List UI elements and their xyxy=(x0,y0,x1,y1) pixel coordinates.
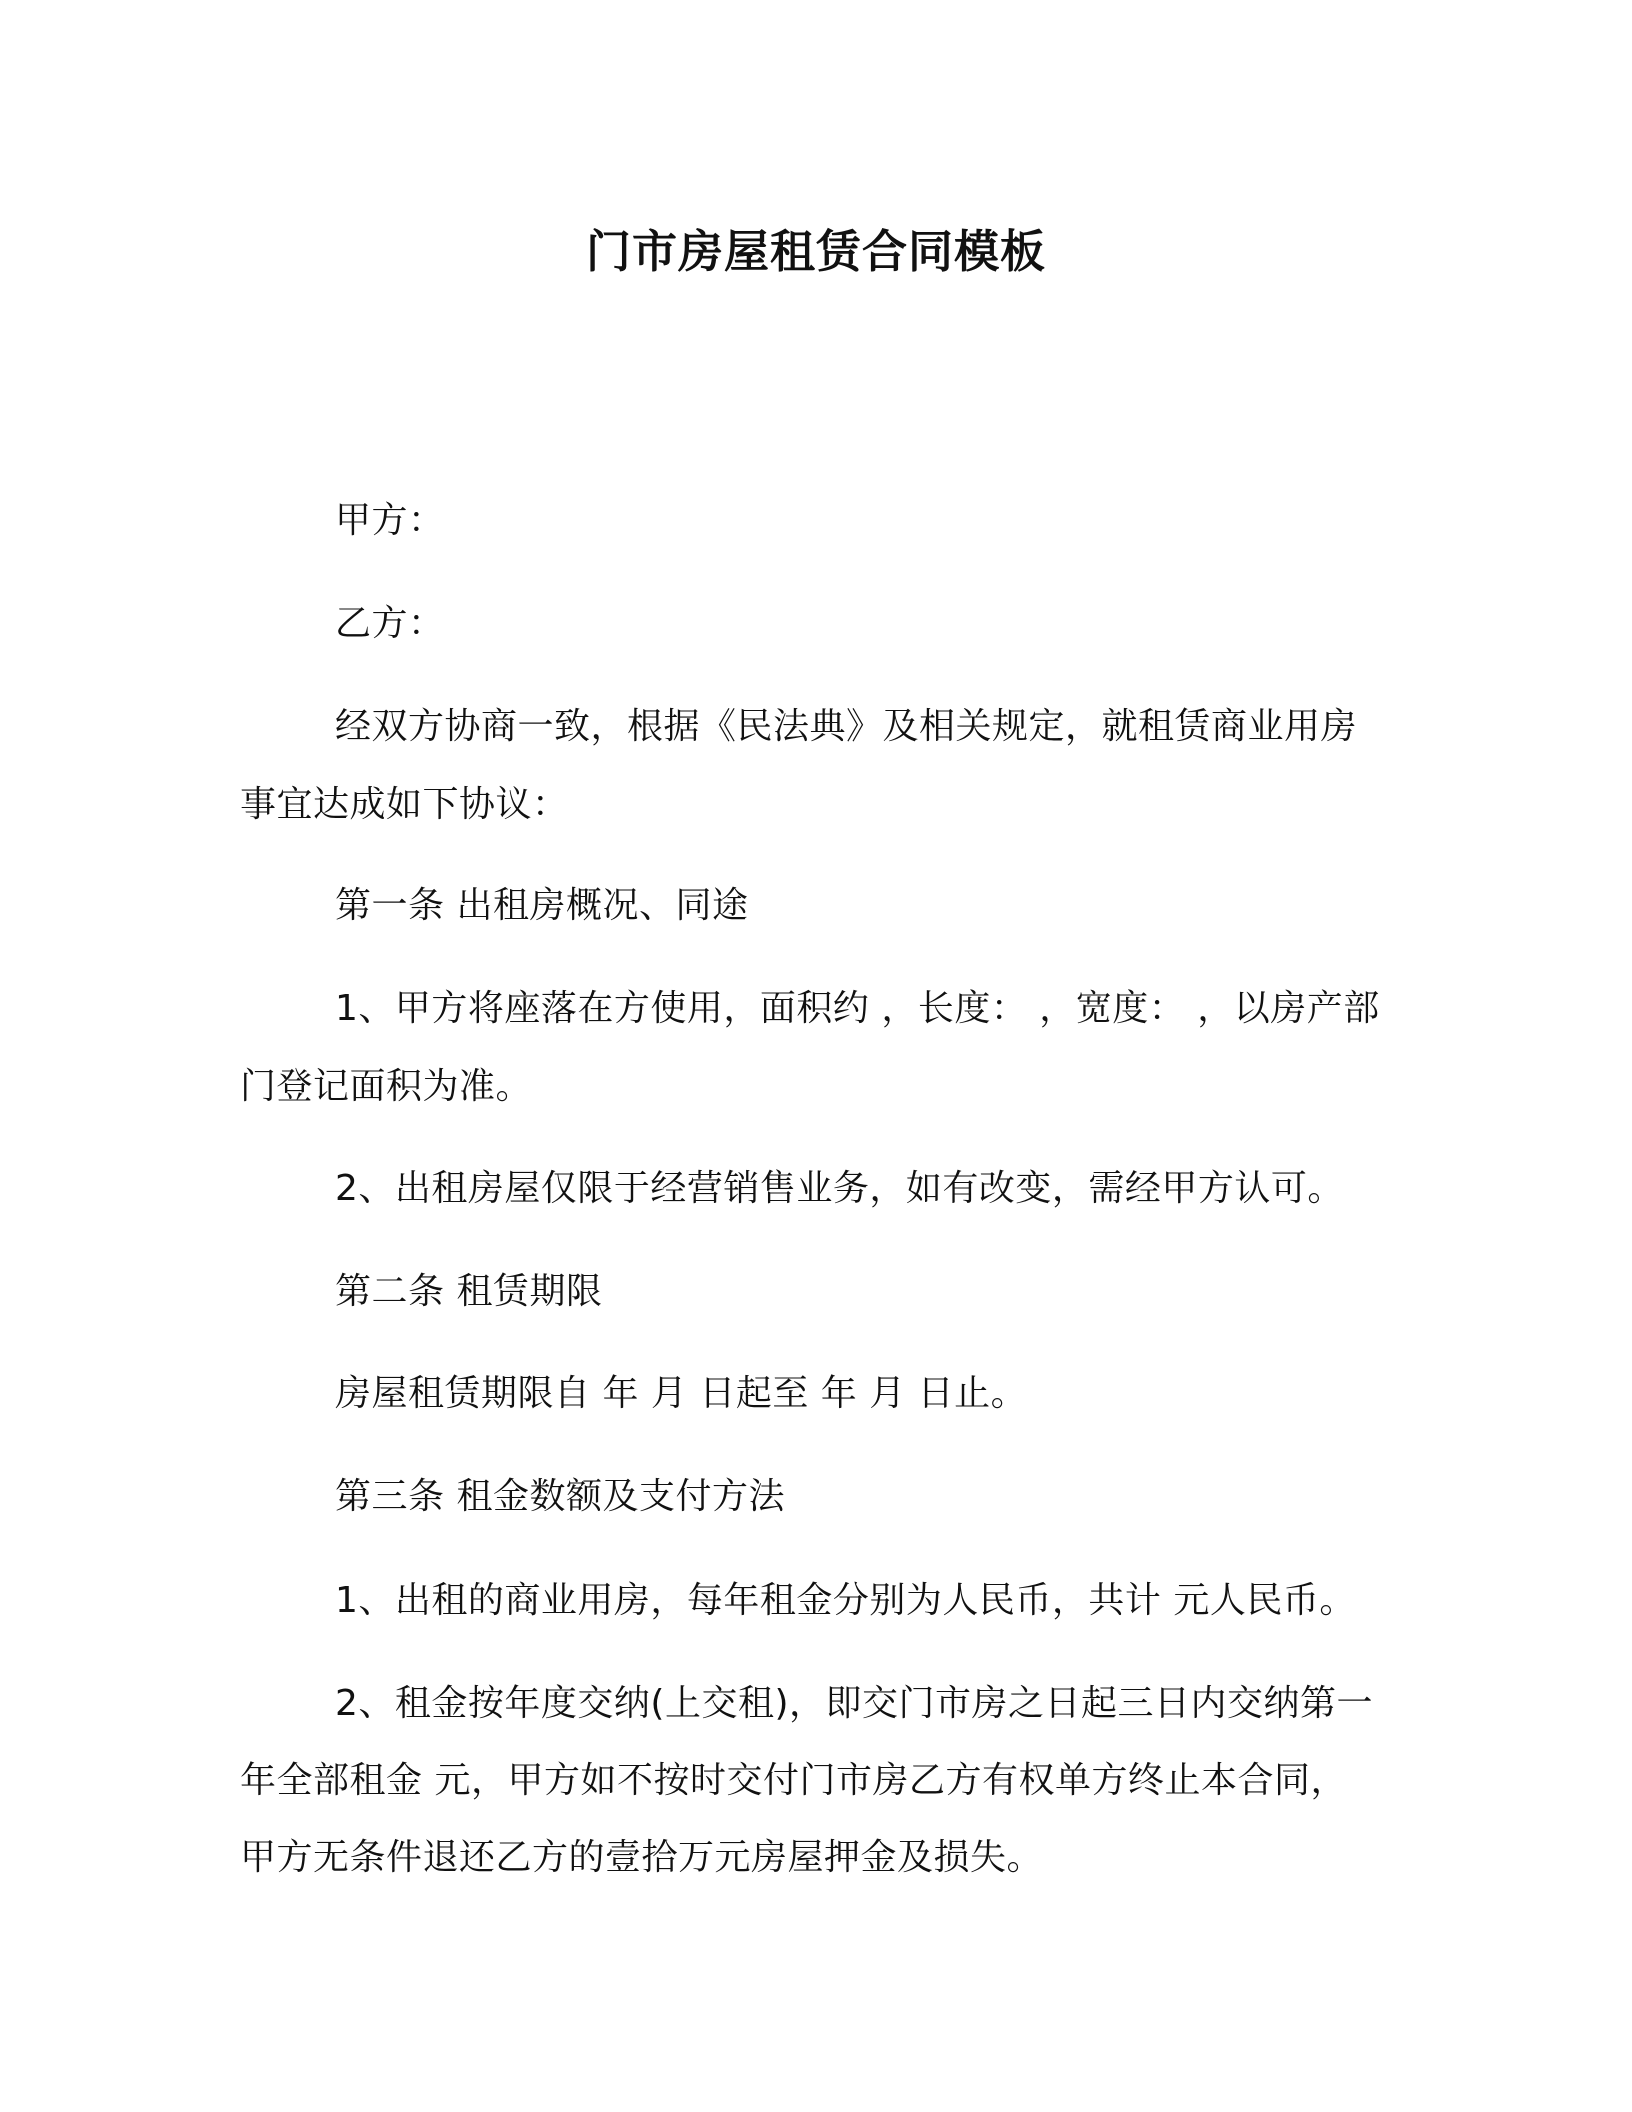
article-1-clause-1-line-2: 门登记面积为准。 xyxy=(240,1066,533,1107)
party-a-label: 甲方： xyxy=(335,500,445,541)
preamble-line-2: 事宜达成如下协议： xyxy=(240,784,569,825)
article-3-clause-2-line-1: 2、租金按年度交纳(上交租)，即交门市房之日起三日内交纳第一 xyxy=(335,1683,1373,1724)
article-3-heading: 第三条 租金数额及支付方法 xyxy=(335,1476,785,1517)
article-3-clause-1: 1、出租的商业用房，每年租金分别为人民币，共计 元人民币。 xyxy=(335,1580,1356,1621)
party-b-label: 乙方： xyxy=(335,603,445,644)
article-3-clause-2-line-2: 年全部租金 元，甲方如不按时交付门市房乙方有权单方终止本合同， xyxy=(240,1760,1347,1801)
article-1-clause-1-line-1: 1、甲方将座落在方使用，面积约 ，长度： ，宽度： ，以房产部 xyxy=(335,988,1380,1029)
article-2-term: 房屋租赁期限自 年 月 日起至 年 月 日止。 xyxy=(335,1373,1028,1414)
article-2-heading: 第二条 租赁期限 xyxy=(335,1271,603,1312)
preamble-line-1: 经双方协商一致，根据《民法典》及相关规定，就租赁商业用房 xyxy=(335,706,1358,747)
article-1-heading: 第一条 出租房概况、同途 xyxy=(335,885,749,926)
article-1-clause-2: 2、出租房屋仅限于经营销售业务，如有改变，需经甲方认可。 xyxy=(335,1168,1344,1209)
document-title: 门市房屋租赁合同模板 xyxy=(585,225,1046,278)
article-3-clause-2-line-3: 甲方无条件退还乙方的壹拾万元房屋押金及损失。 xyxy=(240,1837,1044,1878)
